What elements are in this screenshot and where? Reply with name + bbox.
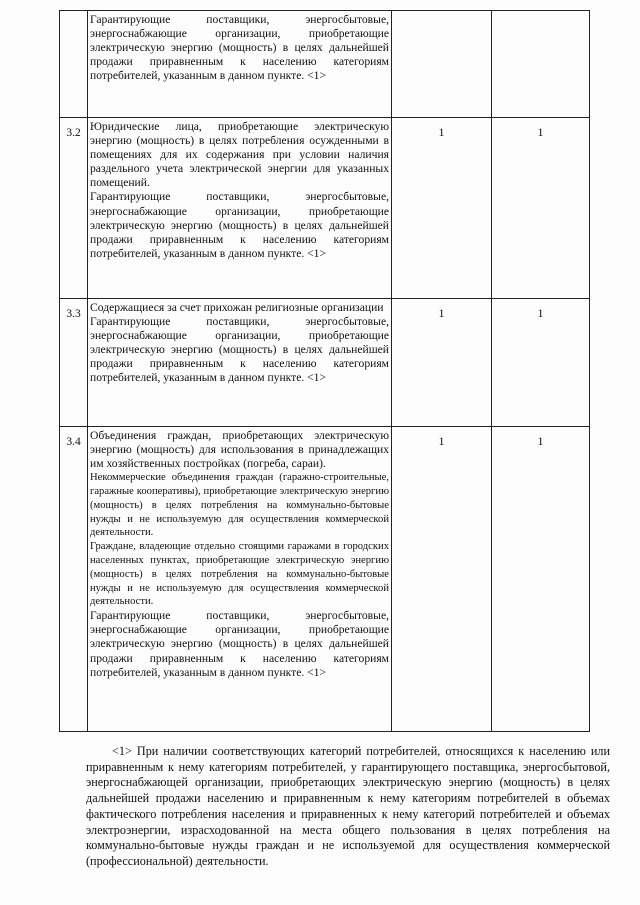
- row-value-1: 1: [392, 299, 492, 427]
- row-description: [88, 11, 392, 118]
- row-number: 3.3: [60, 299, 88, 427]
- row-paragraph: Некоммерческие объединения граждан (гаражно-строительные, гаражные кооперативы), приобретающие электрическую энергию (мощность) в целях потребления на коммунально-бытовые нужды и не используемую для осуществления коммерческой деятельности.: [90, 472, 389, 539]
- row-value-2: 1: [492, 118, 590, 299]
- row-number: 3.4: [60, 427, 88, 732]
- footnote-block: [86, 744, 610, 870]
- table-row: [60, 118, 590, 299]
- row-number: [60, 11, 88, 118]
- table-row: [60, 299, 590, 427]
- row-paragraph: Гарантирующие поставщики, энергосбытовые, энергоснабжающие организации, приобретающие электрическую энергию (мощность) в целях дальнейшей продажи приравненным к населению категориям потребителей, указанным в данном пункте. <1>: [90, 190, 389, 260]
- row-value-2: 1: [492, 299, 590, 427]
- row-description: [88, 299, 392, 427]
- table-row: [60, 11, 590, 118]
- row-value-1: 1: [392, 427, 492, 732]
- row-paragraph: Граждане, владеющие отдельно стоящими гаражами в городских населенных пунктах, приобретающие электрическую энергию (мощность) в целях потребления на коммунально-бытовые нужды и не используемую для осуществления коммерческой деятельности.: [90, 541, 389, 608]
- row-paragraph: Юридические лица, приобретающие электрическую энергию (мощность) в целях потребления осужденными в помещениях для их содержания при условии наличия раздельного учета электрической энергии для указанных помещений.: [90, 120, 389, 190]
- row-paragraph: Гарантирующие поставщики, энергосбытовые, энергоснабжающие организации, приобретающие электрическую энергию (мощность) в целях дальнейшей продажи приравненным к населению категориям потребителей, указанным в данном пункте. <1>: [90, 13, 389, 83]
- row-value-2: 1: [492, 427, 590, 732]
- row-value-1: [392, 11, 492, 118]
- row-paragraph: Содержащиеся за счет прихожан религиозные организации: [90, 301, 384, 314]
- row-paragraph: Гарантирующие поставщики, энергосбытовые, энергоснабжающие организации, приобретающие электрическую энергию (мощность) в целях дальнейшей продажи приравненным к населению категориям потребителей, указанным в данном пункте. <1>: [90, 315, 389, 385]
- tariff-table: [59, 10, 590, 732]
- footnote-text: <1> При наличии соответствующих категорий потребителей, относящихся к населению или приравненным к нему категориям потребителей, у гарантирующего поставщика, энергосбытовой, энергоснабжающей организации, приобретающих электрическую энергию (мощность) в целях дальнейшей продажи населению и приравненным к нему категориям потребителей в объемах фактического потребления населения и приравненных к нему категорий потребителей и объемах электроэнергии, израсходованной на места общего пользования в целях потребления на коммунально-бытовые нужды граждан и не используемой для осуществления коммерческой (профессиональной) деятельности.: [86, 744, 610, 868]
- row-description: [88, 118, 392, 299]
- row-value-1: 1: [392, 118, 492, 299]
- table-row: [60, 427, 590, 732]
- row-description: [88, 427, 392, 732]
- row-value-2: [492, 11, 590, 118]
- row-paragraph: Гарантирующие поставщики, энергосбытовые, энергоснабжающие организации, приобретающие электрическую энергию (мощность) в целях дальнейшей продажи приравненным к населению категориям потребителей, указанным в данном пункте. <1>: [90, 609, 389, 679]
- row-number: 3.2: [60, 118, 88, 299]
- row-paragraph: Объединения граждан, приобретающих электрическую энергию (мощность) для использования в принадлежащих им хозяйственных постройках (погреба, сараи).: [90, 429, 389, 471]
